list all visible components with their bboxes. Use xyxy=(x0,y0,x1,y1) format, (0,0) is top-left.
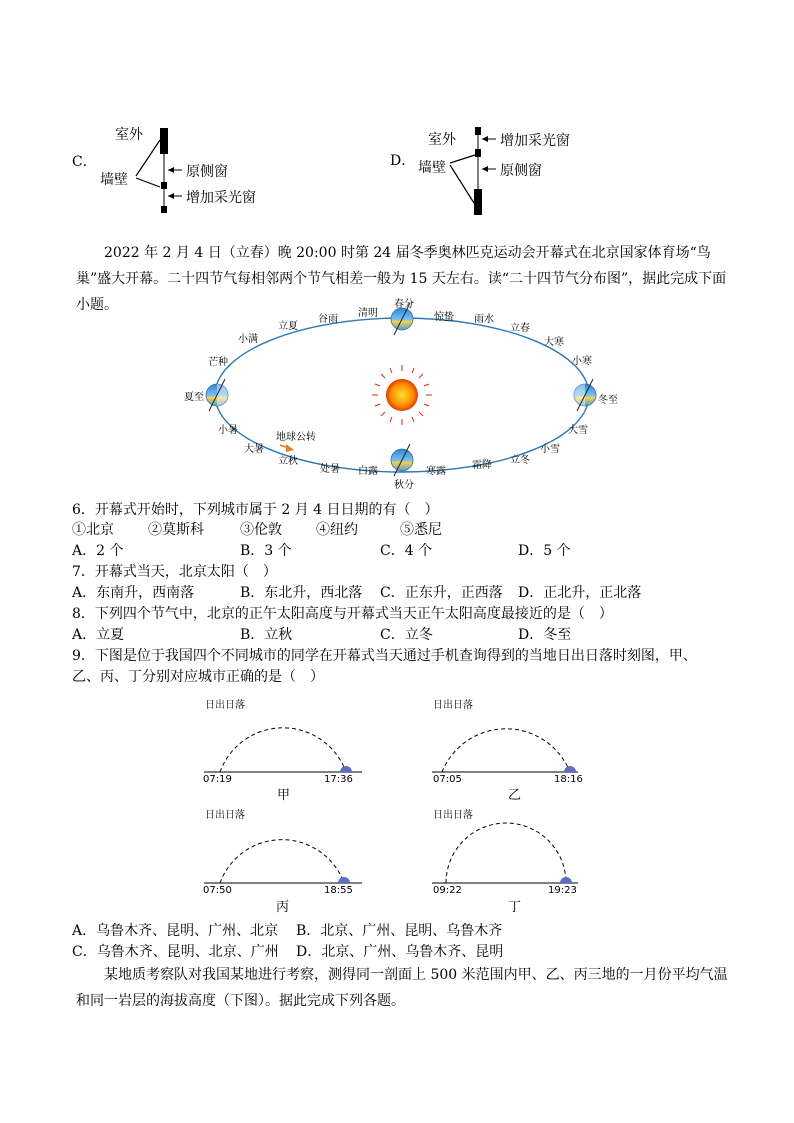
sun-chart-title: 日出日落 xyxy=(205,810,245,821)
term-lidong: 立冬 xyxy=(510,455,530,466)
option-d-letter: D． xyxy=(390,153,416,169)
term-daxue: 大雪 xyxy=(568,425,588,436)
term-yushui: 雨水 xyxy=(474,314,494,325)
term-xiaohan: 小寒 xyxy=(572,356,592,367)
sunrise-time: 07:05 xyxy=(433,774,462,785)
option-c-wall-label: 墙壁 xyxy=(100,172,128,188)
term-revolution: 地球公转 xyxy=(276,432,316,443)
sun-chart-name: 甲 xyxy=(277,788,291,803)
q6-option-a[interactable]: A．2 个 xyxy=(72,543,124,559)
q9-stem-line-2: 乙、丙、丁分别对应城市正确的是（ ） xyxy=(72,669,324,685)
sunset-time: 18:55 xyxy=(324,885,353,896)
sunrise-time: 07:19 xyxy=(203,774,232,785)
q8-stem: 8．下列四个节气中，北京的正午太阳高度与开幕式当天正午太阳高度最接近的是（ ） xyxy=(72,606,613,622)
q8-option-d[interactable]: D．冬至 xyxy=(518,627,572,643)
q9-option-c[interactable]: C．乌鲁木齐、昆明、北京、广州 xyxy=(72,944,279,960)
term-lixia: 立夏 xyxy=(278,321,298,332)
earth-summer-solstice xyxy=(206,379,228,411)
term-dongzhi: 冬至 xyxy=(598,395,618,406)
q7-option-a[interactable]: A．东南升，西南落 xyxy=(72,585,195,601)
term-xiazhi: 夏至 xyxy=(184,392,204,403)
term-dahan: 大寒 xyxy=(544,337,564,348)
term-xiaoshu: 小暑 xyxy=(218,425,238,436)
term-lichun: 立春 xyxy=(510,323,530,334)
term-dashu: 大暑 xyxy=(244,444,264,455)
sunrise-time: 09:22 xyxy=(433,885,462,896)
option-d-added-window-label: 增加采光窗 xyxy=(500,133,570,149)
q9-option-b[interactable]: B．北京、广州、昆明、乌鲁木齐 xyxy=(296,923,503,939)
q6-option-d[interactable]: D．5 个 xyxy=(518,543,571,559)
q9-option-d[interactable]: D．北京、广州、乌鲁木齐、昆明 xyxy=(296,944,504,960)
option-c-letter: C． xyxy=(72,154,97,170)
sunrise-time: 07:50 xyxy=(203,885,232,896)
q8-option-c[interactable]: C．立冬 xyxy=(380,627,433,643)
term-chunfen: 春分 xyxy=(394,299,414,310)
sun-chart-jia xyxy=(200,690,370,802)
earth-winter-solstice xyxy=(574,379,596,411)
intro-paragraph-text: 2022 年 2 月 4 日（立春）晚 20:00 时第 24 届冬季奥林匹克运动会开幕式在北京国家体育场“鸟巢”盛大开幕。二十四节气每相邻两个节气相差一般为 15 天左右。读“二十四节气分布图”，据此完成下面小题。 xyxy=(76,245,727,313)
option-c-outside-label: 室外 xyxy=(115,127,143,143)
q7-option-b[interactable]: B．东北升，西北落 xyxy=(240,585,363,601)
option-c-wall-diagram xyxy=(70,120,290,220)
q6-stem: 6．开幕式开始时，下列城市属于 2 月 4 日日期的有（ ） xyxy=(72,502,439,518)
sun-chart-title: 日出日落 xyxy=(205,700,245,711)
q6-item-3: ③伦敦 xyxy=(240,522,282,538)
term-shuangjiang: 霜降 xyxy=(472,460,492,471)
term-bailu: 白露 xyxy=(358,466,378,477)
sun-chart-title: 日出日落 xyxy=(433,810,473,821)
intro-paragraph-text: 某地质考察队对我国某地进行考察，测得同一剖面上 500 米范围内甲、乙、丙三地的一月份平均气温和同一岩层的海拔高度（下图）。据此完成下列各题。 xyxy=(76,967,728,1009)
term-liqiu: 立秋 xyxy=(278,456,298,467)
sun-chart-name: 丙 xyxy=(276,900,290,915)
sun xyxy=(386,379,418,411)
option-c-figure xyxy=(70,120,290,220)
q9-option-a[interactable]: A．乌鲁木齐、昆明、广州、北京 xyxy=(72,923,279,939)
term-chushu: 处暑 xyxy=(320,464,340,475)
q7-stem: 7．开幕式当天，北京太阳（ ） xyxy=(72,564,277,580)
term-mangzhong: 芒种 xyxy=(208,357,228,368)
q6-option-b[interactable]: B．3 个 xyxy=(240,543,292,559)
sun-chart-name: 丁 xyxy=(508,900,522,915)
q6-item-2: ②莫斯科 xyxy=(148,522,204,538)
q6-option-c[interactable]: C．4 个 xyxy=(380,543,433,559)
option-d-original-window-label: 原侧窗 xyxy=(500,163,542,179)
term-qingming: 清明 xyxy=(358,308,378,319)
orbit-svg xyxy=(180,295,630,500)
q9-stem-line-1: 9．下图是位于我国四个不同城市的同学在开幕式当天通过手机查询得到的当地日出日落时刻图，甲、 xyxy=(72,648,697,664)
option-d-figure xyxy=(388,125,608,225)
earth-autumn-equinox xyxy=(391,444,413,476)
sunset-time: 17:36 xyxy=(324,774,353,785)
q6-item-5: ⑤悉尼 xyxy=(400,522,442,538)
option-d-wall-label: 墙壁 xyxy=(418,160,446,176)
term-guyu: 谷雨 xyxy=(318,314,338,325)
sun-chart-yi xyxy=(428,690,598,802)
option-d-outside-label: 室外 xyxy=(428,132,456,148)
sun-chart-name: 乙 xyxy=(508,788,522,803)
sun-chart-title: 日出日落 xyxy=(433,700,473,711)
option-d-wall-diagram xyxy=(388,125,608,225)
option-c-added-window-label: 增加采光窗 xyxy=(186,190,256,206)
q6-item-1: ①北京 xyxy=(72,522,114,538)
sun-chart-bing xyxy=(200,800,370,918)
q8-option-b[interactable]: B．立秋 xyxy=(240,627,293,643)
term-xiaoman: 小满 xyxy=(238,334,258,345)
sun-chart-ding xyxy=(428,800,598,918)
option-c-original-window-label: 原侧窗 xyxy=(186,164,228,180)
term-xiaoxue: 小雪 xyxy=(540,444,560,455)
term-hanlu: 寒露 xyxy=(426,466,446,477)
solar-terms-orbit-diagram xyxy=(180,295,630,500)
q6-item-4: ④纽约 xyxy=(316,522,358,538)
sunset-time: 18:16 xyxy=(554,774,583,785)
term-qiufen: 秋分 xyxy=(394,480,414,491)
q7-option-d[interactable]: D．正北升，正北落 xyxy=(518,585,642,601)
term-jingzhe: 惊蛰 xyxy=(434,312,454,323)
sunset-time: 19:23 xyxy=(548,885,577,896)
q7-option-c[interactable]: C．正东升，正西落 xyxy=(380,585,503,601)
q8-option-a[interactable]: A．立夏 xyxy=(72,627,125,643)
intro-paragraph-geology xyxy=(76,962,736,1014)
